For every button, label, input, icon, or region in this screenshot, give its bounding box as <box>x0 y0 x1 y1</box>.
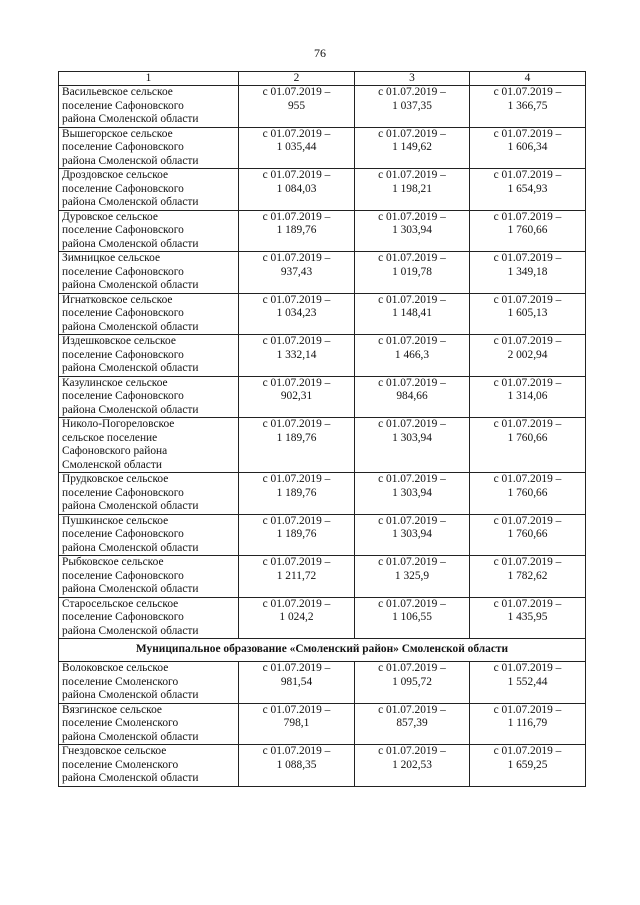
settlement-name-line: района Смоленской области <box>62 772 199 784</box>
effective-date: с 01.07.2019 – <box>378 556 446 568</box>
tariff-value: 1 760,66 <box>507 486 548 499</box>
tariff-value: 857,39 <box>396 717 428 729</box>
effective-date: с 01.07.2019 – <box>378 514 446 527</box>
column-header: 1 <box>59 72 239 86</box>
value-cell-c4 <box>470 662 586 704</box>
value-cell-c3 <box>355 745 470 787</box>
value-cell-c2 <box>239 376 355 418</box>
table-header <box>59 72 586 86</box>
effective-date: с 01.07.2019 – <box>493 597 562 610</box>
settlement-name-line: поселение Сафоновского <box>62 141 184 153</box>
tariff-value: 2 002,94 <box>507 348 548 361</box>
table-body <box>59 86 586 787</box>
settlement-name-line: поселение Сафоновского <box>62 182 184 195</box>
value-cell-c3 <box>355 418 470 473</box>
settlement-name-line: поселение Сафоновского <box>62 99 184 112</box>
value-cell-c3 <box>355 293 470 335</box>
settlement-name-cell <box>59 335 239 377</box>
effective-date: с 01.07.2019 – <box>493 376 562 389</box>
settlement-name-line: Казулинское сельское <box>62 376 168 389</box>
effective-date: с 01.07.2019 – <box>378 376 446 389</box>
table-row <box>59 662 586 704</box>
tariff-value: 1 189,76 <box>276 431 317 444</box>
settlement-name-cell <box>59 252 239 294</box>
value-cell-c4 <box>470 252 586 294</box>
settlement-name-line: района Смоленской области <box>62 320 199 333</box>
effective-date: с 01.07.2019 – <box>378 745 446 757</box>
value-cell-c4 <box>470 293 586 335</box>
value-cell-c4 <box>470 376 586 418</box>
table-row <box>59 597 586 639</box>
tariff-value: 1 202,53 <box>392 758 432 771</box>
settlement-name-line: Волоковское сельское <box>62 662 169 674</box>
settlement-name-line: Смоленской области <box>62 458 162 471</box>
settlement-name-line: Старосельское сельское <box>62 597 179 610</box>
effective-date: с 01.07.2019 – <box>493 210 562 223</box>
tariff-value: 1 088,35 <box>276 758 317 771</box>
table-row <box>59 418 586 473</box>
tariff-value: 798,1 <box>283 717 310 729</box>
tariff-value: 1 782,62 <box>507 569 548 582</box>
settlement-name-line: района Смоленской области <box>62 730 199 743</box>
tariff-value: 955 <box>287 99 306 112</box>
value-cell-c4 <box>470 473 586 515</box>
effective-date: с 01.07.2019 – <box>262 210 331 223</box>
value-cell-c2 <box>239 418 355 473</box>
tariff-value: 1 659,25 <box>507 758 548 771</box>
tariff-value: 1 606,34 <box>507 141 548 153</box>
effective-date: с 01.07.2019 – <box>262 86 331 98</box>
tariff-table <box>58 71 586 787</box>
settlement-name-line: района Смоленской области <box>62 196 199 208</box>
settlement-name-cell <box>59 703 239 745</box>
value-cell-c3 <box>355 597 470 639</box>
effective-date: с 01.07.2019 – <box>378 597 446 610</box>
value-cell-c4 <box>470 335 586 377</box>
settlement-name-line: Дуровское сельское <box>62 210 158 223</box>
settlement-name-line: Игнатковское сельское <box>62 293 173 306</box>
effective-date: с 01.07.2019 – <box>493 745 562 757</box>
tariff-value: 1 466,3 <box>394 348 430 361</box>
value-cell-c2 <box>239 210 355 252</box>
tariff-value: 981,54 <box>280 675 313 688</box>
settlement-name-line: Николо-Погореловское <box>62 418 175 430</box>
settlement-name-line: Васильевское сельское <box>62 86 173 98</box>
effective-date: с 01.07.2019 – <box>262 703 331 716</box>
tariff-value: 1 325,9 <box>394 569 430 582</box>
settlement-name-line: района Смоленской области <box>62 362 199 374</box>
tariff-value: 1 332,14 <box>276 348 317 361</box>
effective-date: с 01.07.2019 – <box>493 86 562 98</box>
settlement-name-line: поселение Сафоновского <box>62 569 184 582</box>
settlement-name-line: Прудковское сельское <box>62 473 169 485</box>
effective-date: с 01.07.2019 – <box>378 210 446 223</box>
effective-date: с 01.07.2019 – <box>262 127 331 140</box>
effective-date: с 01.07.2019 – <box>493 556 562 568</box>
settlement-name-cell <box>59 597 239 639</box>
effective-date: с 01.07.2019 – <box>493 514 562 527</box>
settlement-name-line: поселение Сафоновского <box>62 307 184 319</box>
effective-date: с 01.07.2019 – <box>262 252 331 264</box>
value-cell-c2 <box>239 252 355 294</box>
effective-date: с 01.07.2019 – <box>493 293 562 306</box>
settlement-name-line: поселение Сафоновского <box>62 265 184 278</box>
effective-date: с 01.07.2019 – <box>262 745 331 757</box>
effective-date: с 01.07.2019 – <box>262 293 331 306</box>
tariff-value: 1 760,66 <box>507 224 548 236</box>
settlement-name-line: Вышегорское сельское <box>62 127 173 140</box>
value-cell-c3 <box>355 127 470 169</box>
table-row <box>59 335 586 377</box>
effective-date: с 01.07.2019 – <box>262 514 331 527</box>
tariff-value: 1 189,76 <box>276 528 317 540</box>
column-header: 4 <box>470 72 586 86</box>
effective-date: с 01.07.2019 – <box>493 662 562 674</box>
table-row <box>59 703 586 745</box>
value-cell-c2 <box>239 745 355 787</box>
settlement-name-line: Дроздовское сельское <box>62 169 169 181</box>
value-cell-c2 <box>239 86 355 128</box>
settlement-name-line: Гнездовское сельское <box>62 745 167 757</box>
tariff-value: 1 037,35 <box>392 99 432 112</box>
column-header: 2 <box>239 72 355 86</box>
effective-date: с 01.07.2019 – <box>378 252 446 264</box>
value-cell-c2 <box>239 473 355 515</box>
settlement-name-cell <box>59 169 239 211</box>
effective-date: с 01.07.2019 – <box>378 127 446 140</box>
value-cell-c4 <box>470 745 586 787</box>
effective-date: с 01.07.2019 – <box>262 662 331 674</box>
effective-date: с 01.07.2019 – <box>378 335 446 347</box>
effective-date: с 01.07.2019 – <box>493 127 562 140</box>
value-cell-c2 <box>239 556 355 598</box>
tariff-value: 1 303,94 <box>392 528 432 540</box>
table-row <box>59 252 586 294</box>
effective-date: с 01.07.2019 – <box>378 662 446 674</box>
tariff-value: 1 019,78 <box>392 265 432 278</box>
table-row <box>59 293 586 335</box>
settlement-name-line: поселение Смоленского <box>62 675 179 688</box>
effective-date: с 01.07.2019 – <box>378 86 446 98</box>
settlement-name-cell <box>59 86 239 128</box>
value-cell-c3 <box>355 376 470 418</box>
value-cell-c4 <box>470 514 586 556</box>
tariff-value: 937,43 <box>280 265 313 278</box>
settlement-name-cell <box>59 127 239 169</box>
tariff-value: 1 760,66 <box>507 431 548 444</box>
settlement-name-line: поселение Смоленского <box>62 717 179 729</box>
settlement-name-line: Сафоновского района <box>62 445 168 457</box>
effective-date: с 01.07.2019 – <box>262 376 331 389</box>
tariff-value: 1 189,76 <box>276 224 317 236</box>
tariff-value: 1 024,2 <box>279 611 314 623</box>
value-cell-c4 <box>470 127 586 169</box>
tariff-value: 984,66 <box>396 390 428 402</box>
effective-date: с 01.07.2019 – <box>262 335 331 347</box>
settlement-name-cell <box>59 210 239 252</box>
tariff-value: 1 211,72 <box>276 569 317 582</box>
settlement-name-cell <box>59 293 239 335</box>
effective-date: с 01.07.2019 – <box>262 597 331 610</box>
tariff-value: 1 149,62 <box>392 141 432 153</box>
settlement-name-cell <box>59 514 239 556</box>
effective-date: с 01.07.2019 – <box>493 335 562 347</box>
value-cell-c2 <box>239 335 355 377</box>
effective-date: с 01.07.2019 – <box>493 418 562 430</box>
tariff-value: 1 349,18 <box>507 265 548 278</box>
tariff-value: 1 084,03 <box>276 182 317 195</box>
value-cell-c3 <box>355 210 470 252</box>
tariff-value: 1 034,23 <box>276 307 317 319</box>
effective-date: с 01.07.2019 – <box>262 473 331 485</box>
effective-date: с 01.07.2019 – <box>378 703 446 716</box>
table-row <box>59 86 586 128</box>
tariff-value: 1 552,44 <box>507 675 548 688</box>
tariff-value: 1 605,13 <box>507 307 548 319</box>
value-cell-c3 <box>355 169 470 211</box>
settlement-name-line: района Смоленской области <box>62 403 199 416</box>
settlement-name-cell <box>59 418 239 473</box>
settlement-name-line: поселение Смоленского <box>62 758 179 771</box>
table-row <box>59 210 586 252</box>
page-number: 76 <box>314 46 326 60</box>
settlement-name-line: поселение Сафоновского <box>62 486 184 499</box>
value-cell-c4 <box>470 703 586 745</box>
effective-date: с 01.07.2019 – <box>262 169 331 181</box>
value-cell-c2 <box>239 127 355 169</box>
value-cell-c3 <box>355 514 470 556</box>
tariff-value: 1 303,94 <box>392 486 432 499</box>
tariff-value: 1 116,79 <box>507 717 548 729</box>
value-cell-c4 <box>470 169 586 211</box>
value-cell-c2 <box>239 597 355 639</box>
tariff-value: 1 189,76 <box>276 486 317 499</box>
tariff-value: 1 095,72 <box>392 675 432 688</box>
settlement-name-cell <box>59 556 239 598</box>
settlement-name-line: Издешковское сельское <box>62 335 176 347</box>
settlement-name-cell <box>59 376 239 418</box>
tariff-value: 1 198,21 <box>392 182 432 195</box>
settlement-name-line: района Смоленской области <box>62 583 199 595</box>
effective-date: с 01.07.2019 – <box>262 556 331 568</box>
tariff-value: 1 148,41 <box>392 307 432 319</box>
settlement-name-line: района Смоленской области <box>62 279 199 291</box>
settlement-name-line: поселение Сафоновского <box>62 348 184 361</box>
effective-date: с 01.07.2019 – <box>262 418 331 430</box>
value-cell-c2 <box>239 293 355 335</box>
settlement-name-line: поселение Сафоновского <box>62 528 184 540</box>
effective-date: с 01.07.2019 – <box>493 703 562 716</box>
value-cell-c4 <box>470 418 586 473</box>
settlement-name-line: Рыбковское сельское <box>62 556 164 568</box>
tariff-value: 1 314,06 <box>507 390 548 402</box>
settlement-name-line: района Смоленской области <box>62 237 199 250</box>
settlement-name-line: района Смоленской области <box>62 689 199 701</box>
value-cell-c2 <box>239 662 355 704</box>
effective-date: с 01.07.2019 – <box>378 293 446 306</box>
settlement-name-line: района Смоленской области <box>62 500 199 512</box>
value-cell-c2 <box>239 703 355 745</box>
table-row <box>59 514 586 556</box>
effective-date: с 01.07.2019 – <box>493 473 562 485</box>
value-cell-c4 <box>470 210 586 252</box>
value-cell-c3 <box>355 86 470 128</box>
value-cell-c2 <box>239 169 355 211</box>
tariff-value: 1 366,75 <box>507 99 548 112</box>
value-cell-c3 <box>355 662 470 704</box>
value-cell-c3 <box>355 703 470 745</box>
table-row <box>59 745 586 787</box>
table-row <box>59 556 586 598</box>
value-cell-c4 <box>470 597 586 639</box>
settlement-name-cell <box>59 473 239 515</box>
settlement-name-line: Вязгинское сельское <box>62 703 162 716</box>
tariff-value: 1 303,94 <box>392 431 432 444</box>
table-row <box>59 127 586 169</box>
effective-date: с 01.07.2019 – <box>378 418 446 430</box>
settlement-name-line: района Смоленской области <box>62 154 199 167</box>
table-row <box>59 376 586 418</box>
section-header-row <box>59 639 586 662</box>
settlement-name-line: района Смоленской области <box>62 541 199 554</box>
table-row <box>59 473 586 515</box>
table-row <box>59 169 586 211</box>
settlement-name-line: района Смоленской области <box>62 624 199 637</box>
settlement-name-line: района Смоленской области <box>62 113 199 125</box>
effective-date: с 01.07.2019 – <box>493 169 562 181</box>
value-cell-c4 <box>470 556 586 598</box>
section-title: Муниципальное образование «Смоленский район» Смоленской области <box>59 639 586 662</box>
tariff-value: 1 760,66 <box>507 528 548 540</box>
value-cell-c4 <box>470 86 586 128</box>
settlement-name-line: Пушкинское сельское <box>62 514 169 527</box>
settlement-name-line: поселение Сафоновского <box>62 224 184 236</box>
value-cell-c3 <box>355 252 470 294</box>
settlement-name-line: Зимницкое сельское <box>62 252 161 264</box>
value-cell-c3 <box>355 556 470 598</box>
tariff-value: 902,31 <box>280 390 313 402</box>
settlement-name-cell <box>59 745 239 787</box>
settlement-name-line: поселение Сафоновского <box>62 611 184 623</box>
tariff-value: 1 035,44 <box>276 141 317 153</box>
settlement-name-cell <box>59 662 239 704</box>
tariff-value: 1 106,55 <box>392 611 432 623</box>
value-cell-c3 <box>355 473 470 515</box>
settlement-name-line: поселение Сафоновского <box>62 390 184 402</box>
effective-date: с 01.07.2019 – <box>378 169 446 181</box>
effective-date: с 01.07.2019 – <box>493 252 562 264</box>
tariff-value: 1 435,95 <box>507 611 548 623</box>
value-cell-c3 <box>355 335 470 377</box>
settlement-name-line: сельское поселение <box>62 431 158 444</box>
value-cell-c2 <box>239 514 355 556</box>
tariff-value: 1 303,94 <box>392 224 432 236</box>
tariff-value: 1 654,93 <box>507 182 548 195</box>
effective-date: с 01.07.2019 – <box>378 473 446 485</box>
column-header: 3 <box>355 72 470 86</box>
